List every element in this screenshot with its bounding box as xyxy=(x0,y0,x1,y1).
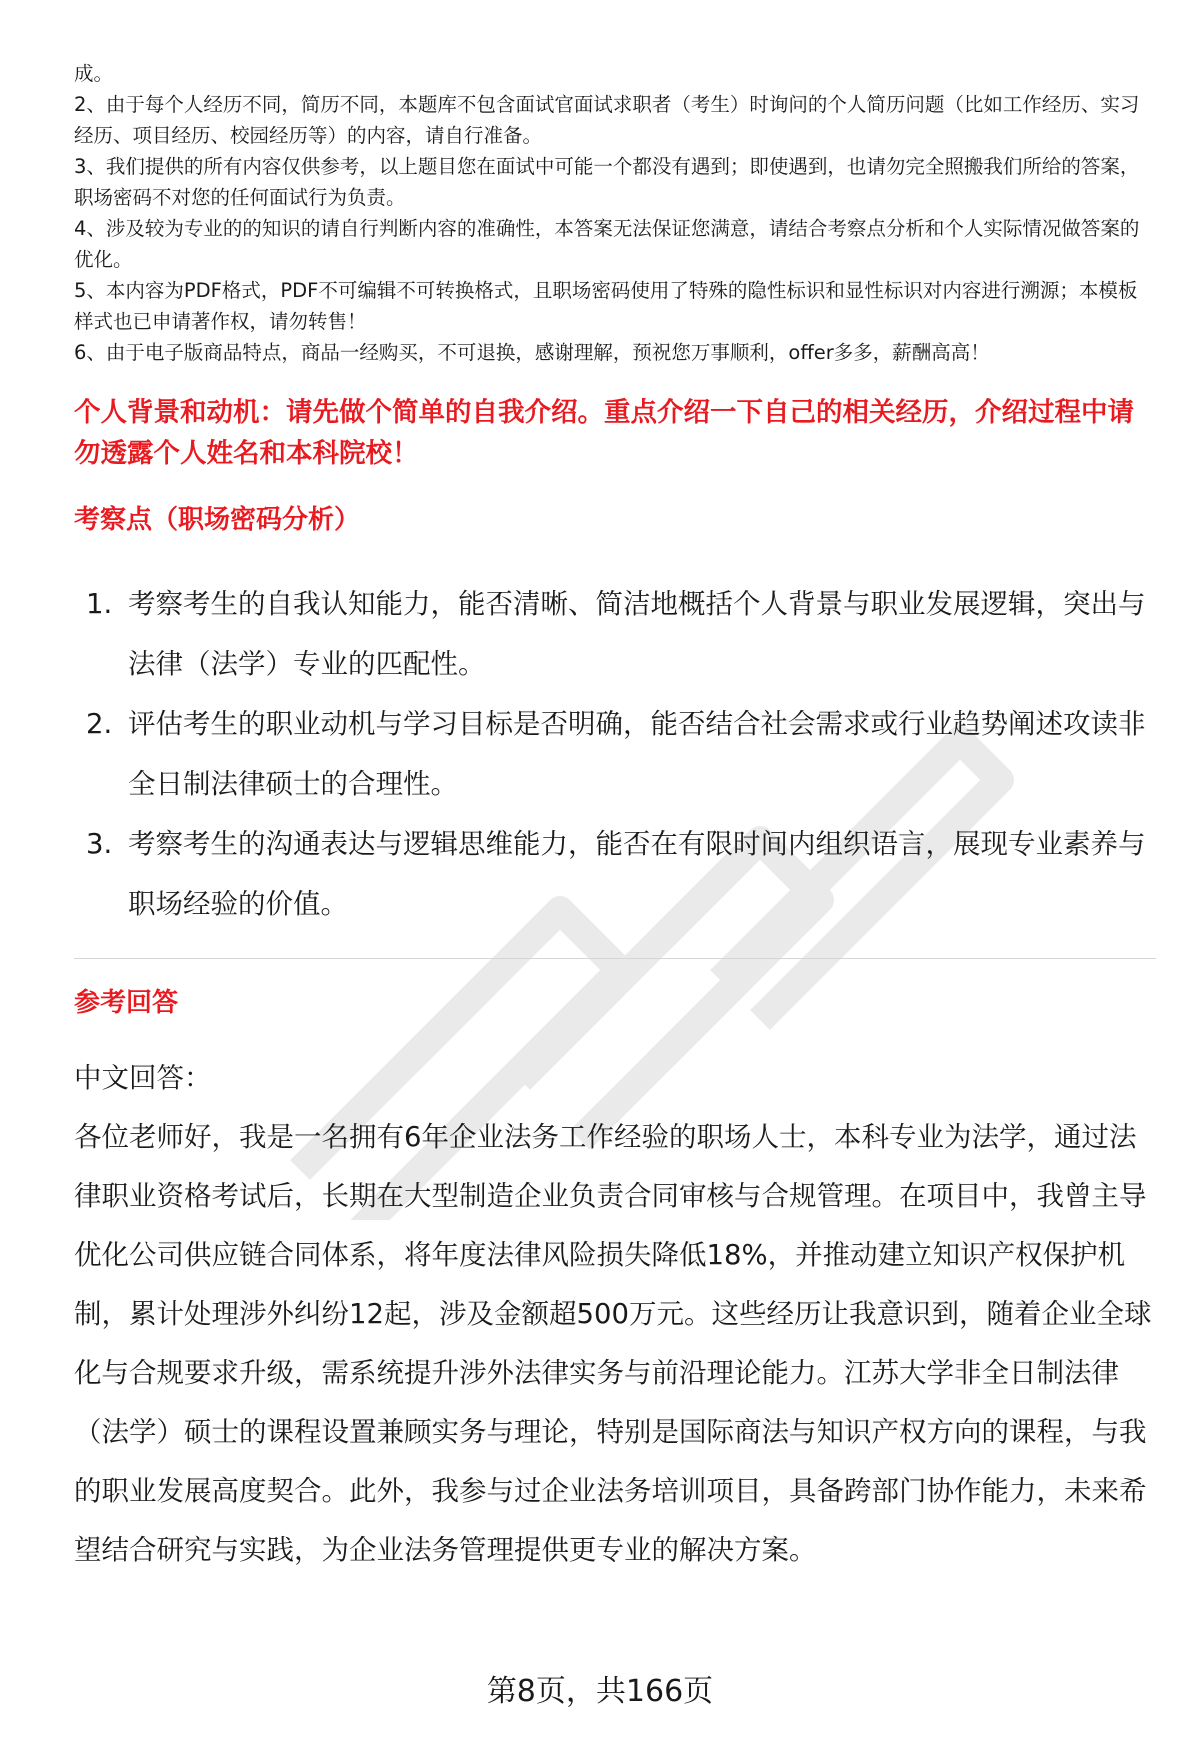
reference-title: 参考回答 xyxy=(74,988,179,1018)
answer-label: 中文回答： xyxy=(74,1062,212,1094)
analysis-point xyxy=(74,574,1154,694)
section-divider xyxy=(74,958,1156,959)
disclaimer-notes xyxy=(74,58,1154,368)
point-number: 2. xyxy=(86,708,113,740)
page-number: 第8页，共166页 xyxy=(486,1674,714,1709)
point-number: 3. xyxy=(86,828,113,860)
note-item: 成。 xyxy=(74,62,114,85)
analysis-points xyxy=(74,574,1154,934)
note-item: 3、我们提供的所有内容仅供参考，以上题目您在面试中可能一个都没有遇到；即使遇到，也请勿完全照搬我们所给的答案，职场密码不对您的任何面试行为负责。 xyxy=(74,155,1140,209)
analysis-point xyxy=(74,814,1154,934)
note-item: 4、涉及较为专业的的知识的请自行判断内容的准确性，本答案无法保证您满意，请结合考察点分析和个人实际情况做答案的优化。 xyxy=(74,217,1140,271)
point-text: 评估考生的职业动机与学习目标是否明确，能否结合社会需求或行业趋势阐述攻读非全日制法律硕士的合理性。 xyxy=(128,708,1146,800)
point-text: 考察考生的自我认知能力，能否清晰、简洁地概括个人背景与职业发展逻辑，突出与法律（法学）专业的匹配性。 xyxy=(128,588,1146,680)
analysis-title: 考察点（职场密码分析） xyxy=(74,505,361,535)
point-number: 1. xyxy=(86,588,113,620)
note-item: 6、由于电子版商品特点，商品一经购买，不可退换，感谢理解，预祝您万事顺利，offer多多，薪酬高高！ xyxy=(74,341,990,364)
analysis-point xyxy=(74,694,1154,814)
answer-body: 各位老师好，我是一名拥有6年企业法务工作经验的职场人士，本科专业为法学，通过法律职业资格考试后，长期在大型制造企业负责合同审核与合规管理。在项目中，我曾主导优化公司供应链合同体系，将年度法律风险损失降低18%，并推动建立知识产权保护机制，累计处理涉外纠纷12起，涉及金额超500万元。这些经历让我意识到，随着企业全球化与合规要求升级，需系统提升涉外法律实务与前沿理论能力。江苏大学非全日制法律（法学）硕士的课程设置兼顾实务与理论，特别是国际商法与知识产权方向的课程，与我的职业发展高度契合。此外，我参与过企业法务培训项目，具备跨部门协作能力，未来希望结合研究与实践，为企业法务管理提供更专业的解决方案。 xyxy=(74,1121,1152,1566)
reference-answer xyxy=(74,1049,1154,1580)
question-heading: 个人背景和动机：请先做个简单的自我介绍。重点介绍一下自己的相关经历，介绍过程中请勿透露个人姓名和本科院校！ xyxy=(74,397,1134,469)
point-text: 考察考生的沟通表达与逻辑思维能力，能否在有限时间内组织语言，展现专业素养与职场经验的价值。 xyxy=(128,828,1146,920)
note-item: 5、本内容为PDF格式，PDF不可编辑不可转换格式，且职场密码使用了特殊的隐性标识和显性标识对内容进行溯源；本模板样式也已申请著作权，请勿转售！ xyxy=(74,279,1138,333)
page-content xyxy=(74,58,1154,1580)
note-item: 2、由于每个人经历不同，简历不同，本题库不包含面试官面试求职者（考生）时询问的个人简历问题（比如工作经历、实习经历、项目经历、校园经历等）的内容，请自行准备。 xyxy=(74,93,1140,147)
